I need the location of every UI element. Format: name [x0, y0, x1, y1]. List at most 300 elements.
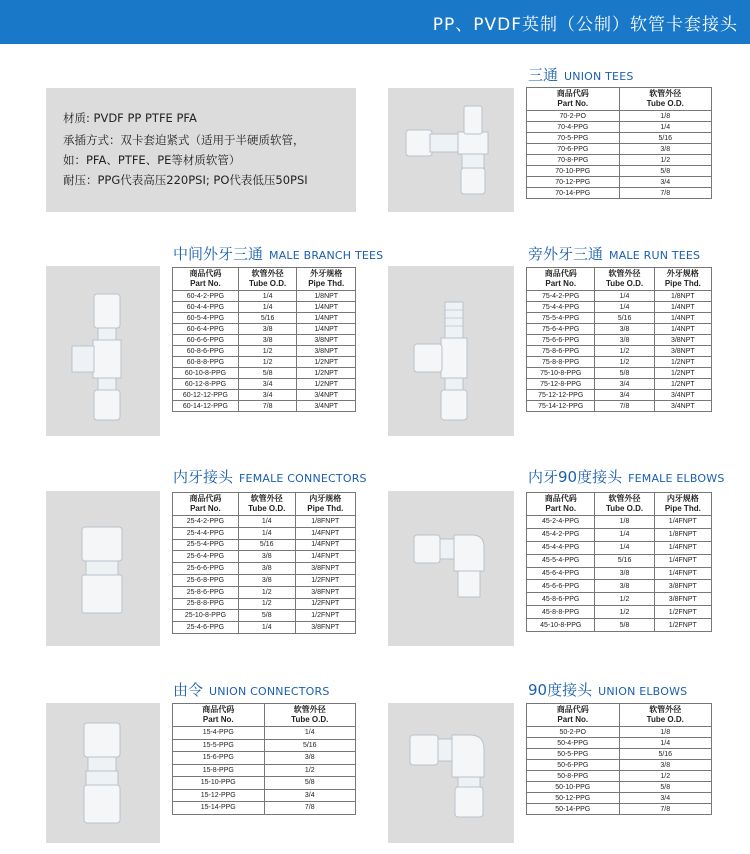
- pipe-thd-cell: 1/2NPT: [654, 379, 711, 390]
- pipe-thd-cell: 1/4NPT: [654, 302, 711, 313]
- pipe-thd-cell: 1/4NPT: [654, 324, 711, 335]
- header-part-en: Part No.: [190, 279, 221, 288]
- table-row: [173, 368, 356, 379]
- table-header-row: [173, 268, 356, 291]
- header-female-zh: 内牙规格: [666, 494, 699, 503]
- pipe-thd-cell: 1/4FNPT: [295, 527, 355, 539]
- male-run-tee-image: [388, 266, 514, 436]
- table-row: [173, 789, 356, 802]
- tube-od-cell: 1/2: [238, 586, 295, 598]
- pipe-thd-cell: 3/8NPT: [297, 335, 356, 346]
- header-part-en: Part No.: [557, 99, 589, 108]
- part-no-cell: 70-6-PPG: [527, 144, 620, 155]
- female-connector-icon: [46, 491, 160, 646]
- header-part-zh: 商品代码: [556, 89, 589, 98]
- tube-od-cell: 5/16: [619, 133, 712, 144]
- union-elbows-title-en: UNION ELBOWS: [598, 685, 688, 698]
- part-no-cell: 60-12-8-PPG: [173, 379, 239, 390]
- col-header-tube-od: [264, 704, 356, 727]
- union-elbows-title: [528, 679, 687, 700]
- part-no-cell: 70-12-PPG: [527, 177, 620, 188]
- male-run-tee-icon: [388, 266, 514, 436]
- pressure-text: 耐压：PPG代表高压220PSI; PO代表低压50PSI: [63, 173, 308, 187]
- header-tube-en: Tube O.D.: [249, 279, 287, 288]
- tube-od-cell: 3/8: [238, 574, 295, 586]
- table-row: [173, 346, 356, 357]
- header-tube-zh: 软管外径: [251, 269, 284, 278]
- table-row: [527, 760, 712, 771]
- table-row: [173, 539, 356, 551]
- table-row: [527, 749, 712, 760]
- table-row: [527, 155, 712, 166]
- part-no-cell: 50-12-PPG: [527, 793, 620, 804]
- col-header-tube-od: [238, 493, 295, 516]
- header-part-zh: 商品代码: [544, 494, 577, 503]
- tube-od-cell: 5/8: [619, 782, 712, 793]
- part-no-cell: 75-6-4-PPG: [527, 324, 595, 335]
- part-no-cell: 15-14-PPG: [173, 802, 265, 815]
- table-row: [527, 390, 712, 401]
- table-header-row: [527, 88, 712, 111]
- tube-od-cell: 7/8: [619, 804, 712, 815]
- pipe-thd-cell: 1/4FNPT: [654, 541, 711, 554]
- part-no-cell: 25-4-4-PPG: [173, 527, 239, 539]
- union-elbows-title-zh: 90度接头: [528, 681, 593, 699]
- pipe-thd-cell: 3/4NPT: [654, 401, 711, 412]
- pipe-thd-cell: 1/2FNPT: [654, 619, 711, 632]
- tube-od-cell: 1/4: [238, 516, 295, 528]
- table-row: [173, 610, 356, 622]
- union-tee-image: [388, 88, 514, 212]
- pipe-thd-cell: 1/8FNPT: [295, 516, 355, 528]
- part-no-cell: 15-6-PPG: [173, 752, 265, 765]
- pipe-thd-cell: 1/4FNPT: [295, 539, 355, 551]
- tube-od-cell: 1/2: [238, 346, 297, 357]
- tube-od-cell: 1/8: [619, 727, 712, 738]
- tube-od-cell: 3/8: [595, 580, 654, 593]
- union-tees-title: [528, 64, 634, 85]
- male-branch-tees-title-en: MALE BRANCH TEES: [269, 249, 384, 262]
- tube-od-cell: 7/8: [595, 401, 654, 412]
- male-branch-tee-icon: [46, 266, 160, 436]
- pipe-thd-cell: 1/4NPT: [297, 324, 356, 335]
- part-no-cell: 50-14-PPG: [527, 804, 620, 815]
- part-no-cell: 75-8-6-PPG: [527, 346, 595, 357]
- table-row: [527, 111, 712, 122]
- header-tube-en: Tube O.D.: [605, 504, 644, 513]
- union-connectors-table: [172, 703, 356, 815]
- part-no-cell: 15-4-PPG: [173, 727, 265, 740]
- tube-od-cell: 3/8: [595, 335, 654, 346]
- header-tube-zh: 软管外径: [649, 89, 682, 98]
- female-elbows-title-zh: 内牙90度接头: [528, 468, 623, 486]
- union-tees-title-en: UNION TEES: [564, 70, 634, 83]
- tube-od-cell: 7/8: [264, 802, 356, 815]
- tube-od-cell: 5/8: [595, 619, 654, 632]
- tube-od-cell: 1/4: [619, 738, 712, 749]
- tube-od-cell: 7/8: [238, 401, 297, 412]
- table-row: [527, 177, 712, 188]
- table-header-row: [173, 704, 356, 727]
- table-row: [173, 324, 356, 335]
- table-row: [173, 379, 356, 390]
- table-row: [173, 739, 356, 752]
- male-run-tees-title-en: MALE RUN TEES: [609, 249, 701, 262]
- pipe-thd-cell: 1/2FNPT: [295, 598, 355, 610]
- tube-od-cell: 1/8: [619, 111, 712, 122]
- tube-od-cell: 1/4: [264, 727, 356, 740]
- table-row: [173, 313, 356, 324]
- tube-od-cell: 3/8: [619, 144, 712, 155]
- header-banner: [0, 0, 750, 44]
- header-female-zh: 内牙规格: [309, 494, 342, 503]
- part-no-cell: 70-4-PPG: [527, 122, 620, 133]
- col-header-tube-od: [238, 268, 297, 291]
- col-header-part-no: [527, 268, 595, 291]
- part-no-cell: 60-4-4-PPG: [173, 302, 239, 313]
- header-part-zh: 商品代码: [556, 705, 589, 714]
- part-no-cell: 50-4-PPG: [527, 738, 620, 749]
- part-no-cell: 75-4-4-PPG: [527, 302, 595, 313]
- female-elbows-title: [528, 466, 725, 487]
- part-no-cell: 25-6-8-PPG: [173, 574, 239, 586]
- union-connectors-title: [173, 679, 330, 700]
- tube-od-cell: 1/4: [238, 291, 297, 302]
- tube-od-cell: 3/8: [238, 335, 297, 346]
- part-no-cell: 50-5-PPG: [527, 749, 620, 760]
- tube-od-cell: 5/8: [264, 777, 356, 790]
- part-no-cell: 45-10-8-PPG: [527, 619, 595, 632]
- female-elbow-icon: [388, 491, 514, 646]
- part-no-cell: 15-12-PPG: [173, 789, 265, 802]
- part-no-cell: 60-8-6-PPG: [173, 346, 239, 357]
- male-run-tees-title: [528, 243, 700, 264]
- table-row: [173, 335, 356, 346]
- material-text: 材质: PVDF PP PTFE PFA: [63, 111, 197, 125]
- header-pipe-en: Pipe Thd.: [308, 279, 345, 288]
- table-row: [527, 528, 712, 541]
- male-branch-tee-image: [46, 266, 160, 436]
- table-row: [527, 335, 712, 346]
- tube-od-cell: 5/16: [264, 739, 356, 752]
- table-row: [527, 188, 712, 199]
- table-row: [173, 401, 356, 412]
- col-header-part-no: [527, 88, 620, 111]
- col-header-tube-od: [595, 268, 654, 291]
- header-part-en: Part No.: [557, 715, 589, 724]
- female-elbows-title-en: FEMALE ELBOWS: [628, 472, 725, 485]
- tube-od-cell: 3/8: [595, 567, 654, 580]
- part-no-cell: 45-5-4-PPG: [527, 554, 595, 567]
- part-no-cell: 25-6-6-PPG: [173, 563, 239, 575]
- table-row: [173, 302, 356, 313]
- part-no-cell: 75-5-4-PPG: [527, 313, 595, 324]
- header-part-zh: 商品代码: [189, 269, 222, 278]
- col-header-tube-od: [595, 493, 654, 516]
- part-no-cell: 60-14-12-PPG: [173, 401, 239, 412]
- table-row: [527, 554, 712, 567]
- table-row: [527, 793, 712, 804]
- col-header-tube-od: [619, 704, 712, 727]
- header-part-zh: 商品代码: [202, 705, 235, 714]
- part-no-cell: 75-12-12-PPG: [527, 390, 595, 401]
- table-row: [527, 379, 712, 390]
- pipe-thd-cell: 3/8NPT: [297, 346, 356, 357]
- union-connector-icon: [46, 703, 160, 843]
- part-no-cell: 60-12-12-PPG: [173, 390, 239, 401]
- table-row: [527, 133, 712, 144]
- table-row: [527, 771, 712, 782]
- male-run-tees-table: [526, 267, 712, 412]
- tube-od-cell: 1/4: [595, 528, 654, 541]
- header-male-zh: 外牙规格: [666, 269, 699, 278]
- tube-od-cell: 1/4: [595, 302, 654, 313]
- pipe-thd-cell: 1/4FNPT: [654, 567, 711, 580]
- tube-od-cell: 3/4: [595, 379, 654, 390]
- tube-od-cell: 3/4: [264, 789, 356, 802]
- header-part-en: Part No.: [545, 279, 577, 288]
- header-tube-en: Tube O.D.: [646, 99, 684, 108]
- part-no-cell: 60-6-6-PPG: [173, 335, 239, 346]
- part-no-cell: 45-6-4-PPG: [527, 567, 595, 580]
- tube-od-cell: 1/2: [264, 764, 356, 777]
- header-part-zh: 商品代码: [544, 269, 577, 278]
- part-no-cell: 25-10-8-PPG: [173, 610, 239, 622]
- table-row: [527, 368, 712, 379]
- col-header-tube-od: [619, 88, 712, 111]
- col-header-part-no: [527, 493, 595, 516]
- tube-od-cell: 5/8: [595, 368, 654, 379]
- union-connectors-title-zh: 由令: [173, 681, 204, 699]
- table-row: [527, 738, 712, 749]
- table-row: [173, 598, 356, 610]
- pipe-thd-cell: 3/4NPT: [297, 390, 356, 401]
- insert-method-text: 承插方式：双卡套迫紧式（适用于半硬质软管，: [63, 133, 305, 147]
- col-header-pipe-thd: [295, 493, 355, 516]
- tube-od-cell: 3/8: [238, 551, 295, 563]
- union-tees-title-zh: 三通: [528, 66, 559, 84]
- tube-od-cell: 5/16: [595, 313, 654, 324]
- table-row: [527, 804, 712, 815]
- col-header-pipe-thd: [297, 268, 356, 291]
- header-part-zh: 商品代码: [189, 494, 222, 503]
- table-row: [173, 586, 356, 598]
- table-row: [173, 516, 356, 528]
- tube-od-cell: 3/8: [619, 760, 712, 771]
- tube-od-cell: 3/4: [595, 390, 654, 401]
- pipe-thd-cell: 3/8FNPT: [295, 586, 355, 598]
- part-no-cell: 50-2-PO: [527, 727, 620, 738]
- part-no-cell: 50-8-PPG: [527, 771, 620, 782]
- male-run-tees-title-zh: 旁外牙三通: [528, 245, 604, 263]
- header-part-en: Part No.: [190, 504, 221, 513]
- part-no-cell: 70-5-PPG: [527, 133, 620, 144]
- table-row: [173, 390, 356, 401]
- male-branch-tees-title: [173, 243, 383, 264]
- pipe-thd-cell: 1/4FNPT: [295, 551, 355, 563]
- part-no-cell: 60-8-8-PPG: [173, 357, 239, 368]
- table-row: [527, 122, 712, 133]
- pipe-thd-cell: 1/2NPT: [297, 379, 356, 390]
- part-no-cell: 25-5-4-PPG: [173, 539, 239, 551]
- header-pipe-en: Pipe Thd.: [664, 279, 701, 288]
- page-title: PP、PVDF英制（公制）软管卡套接头: [432, 15, 738, 35]
- table-row: [527, 727, 712, 738]
- part-no-cell: 45-2-4-PPG: [527, 516, 595, 529]
- header-part-en: Part No.: [202, 715, 234, 724]
- header-tube-zh: 软管外径: [608, 494, 641, 503]
- union-elbow-icon: [388, 703, 514, 843]
- pipe-thd-cell: 1/2FNPT: [295, 574, 355, 586]
- table-header-row: [527, 704, 712, 727]
- table-row: [173, 527, 356, 539]
- tube-od-cell: 3/8: [238, 563, 295, 575]
- part-no-cell: 45-8-8-PPG: [527, 606, 595, 619]
- part-no-cell: 25-8-6-PPG: [173, 586, 239, 598]
- tube-od-cell: 1/2: [595, 606, 654, 619]
- table-row: [173, 563, 356, 575]
- tube-od-cell: 1/2: [619, 771, 712, 782]
- tube-od-cell: 5/16: [619, 749, 712, 760]
- table-row: [527, 144, 712, 155]
- part-no-cell: 70-10-PPG: [527, 166, 620, 177]
- table-row: [527, 324, 712, 335]
- pipe-thd-cell: 1/8NPT: [297, 291, 356, 302]
- part-no-cell: 75-8-8-PPG: [527, 357, 595, 368]
- table-row: [527, 166, 712, 177]
- part-no-cell: 15-10-PPG: [173, 777, 265, 790]
- table-row: [173, 727, 356, 740]
- table-row: [527, 541, 712, 554]
- tube-od-cell: 3/4: [619, 793, 712, 804]
- female-connector-image: [46, 491, 160, 646]
- table-row: [527, 401, 712, 412]
- tube-od-cell: 5/8: [238, 610, 295, 622]
- part-no-cell: 45-4-4-PPG: [527, 541, 595, 554]
- material-info-panel: [46, 88, 356, 212]
- part-no-cell: 60-10-8-PPG: [173, 368, 239, 379]
- col-header-part-no: [173, 268, 239, 291]
- table-row: [173, 622, 356, 634]
- pipe-thd-cell: 1/4NPT: [297, 313, 356, 324]
- tube-od-cell: 1/4: [238, 527, 295, 539]
- pipe-thd-cell: 1/8FNPT: [654, 528, 711, 541]
- tube-od-cell: 1/4: [619, 122, 712, 133]
- pipe-thd-cell: 3/8FNPT: [654, 580, 711, 593]
- part-no-cell: 25-4-2-PPG: [173, 516, 239, 528]
- header-part-en: Part No.: [545, 504, 577, 513]
- tube-od-cell: 1/8: [595, 516, 654, 529]
- table-row: [527, 580, 712, 593]
- part-no-cell: 50-10-PPG: [527, 782, 620, 793]
- female-elbows-table: [526, 492, 712, 632]
- part-no-cell: 70-14-PPG: [527, 188, 620, 199]
- header-tube-en: Tube O.D.: [605, 279, 644, 288]
- union-connectors-title-en: UNION CONNECTORS: [209, 685, 330, 698]
- union-elbows-table: [526, 703, 712, 815]
- col-header-pipe-thd: [654, 268, 711, 291]
- union-connector-image: [46, 703, 160, 843]
- female-elbow-image: [388, 491, 514, 646]
- pipe-thd-cell: 3/8NPT: [654, 346, 711, 357]
- table-row: [173, 551, 356, 563]
- tube-od-cell: 1/2: [595, 357, 654, 368]
- female-connectors-title-en: FEMALE CONNECTORS: [239, 472, 367, 485]
- part-no-cell: 60-5-4-PPG: [173, 313, 239, 324]
- pipe-thd-cell: 3/8FNPT: [295, 563, 355, 575]
- pipe-thd-cell: 3/4NPT: [654, 390, 711, 401]
- table-row: [527, 313, 712, 324]
- tube-od-cell: 3/4: [619, 177, 712, 188]
- part-no-cell: 45-4-2-PPG: [527, 528, 595, 541]
- table-header-row: [527, 268, 712, 291]
- col-header-part-no: [173, 493, 239, 516]
- tube-od-cell: 1/2: [595, 346, 654, 357]
- tube-od-cell: 3/4: [238, 390, 297, 401]
- union-elbow-image: [388, 703, 514, 843]
- pipe-thd-cell: 1/2NPT: [654, 368, 711, 379]
- table-row: [527, 291, 712, 302]
- table-row: [527, 619, 712, 632]
- table-row: [527, 346, 712, 357]
- male-branch-tees-table: [172, 267, 356, 412]
- tube-od-cell: 5/16: [238, 539, 295, 551]
- pipe-thd-cell: 3/8FNPT: [654, 593, 711, 606]
- part-no-cell: 25-6-4-PPG: [173, 551, 239, 563]
- part-no-cell: 70-8-PPG: [527, 155, 620, 166]
- part-no-cell: 15-5-PPG: [173, 739, 265, 752]
- part-no-cell: 45-8-6-PPG: [527, 593, 595, 606]
- part-no-cell: 75-6-6-PPG: [527, 335, 595, 346]
- pipe-thd-cell: 1/8NPT: [654, 291, 711, 302]
- header-pipe-en: Pipe Thd.: [664, 504, 701, 513]
- tube-od-cell: 5/16: [238, 313, 297, 324]
- header-tube-zh: 软管外径: [608, 269, 641, 278]
- pipe-thd-cell: 3/4NPT: [297, 401, 356, 412]
- pipe-thd-cell: 1/2FNPT: [295, 610, 355, 622]
- tube-od-cell: 7/8: [619, 188, 712, 199]
- table-header-row: [173, 493, 356, 516]
- part-no-cell: 60-6-4-PPG: [173, 324, 239, 335]
- header-tube-en: Tube O.D.: [291, 715, 329, 724]
- male-branch-tees-title-zh: 中间外牙三通: [173, 245, 264, 263]
- table-row: [173, 574, 356, 586]
- insert-method-cont-text: 如：PFA、PTFE、PE等材质软管）: [63, 153, 241, 167]
- table-row: [527, 782, 712, 793]
- tube-od-cell: 1/4: [595, 291, 654, 302]
- pipe-thd-cell: 1/4FNPT: [654, 554, 711, 567]
- pipe-thd-cell: 1/4NPT: [297, 302, 356, 313]
- header-tube-en: Tube O.D.: [646, 715, 684, 724]
- table-row: [173, 764, 356, 777]
- pipe-thd-cell: 1/2NPT: [297, 357, 356, 368]
- union-tee-icon: [388, 88, 514, 212]
- part-no-cell: 50-6-PPG: [527, 760, 620, 771]
- table-row: [527, 593, 712, 606]
- table-row: [173, 802, 356, 815]
- pipe-thd-cell: 1/2FNPT: [654, 606, 711, 619]
- col-header-pipe-thd: [654, 493, 711, 516]
- tube-od-cell: 3/4: [238, 379, 297, 390]
- col-header-part-no: [527, 704, 620, 727]
- header-pipe-en: Pipe Thd.: [307, 504, 344, 513]
- part-no-cell: 75-10-8-PPG: [527, 368, 595, 379]
- pipe-thd-cell: 1/4FNPT: [654, 516, 711, 529]
- part-no-cell: 25-4-6-PPG: [173, 622, 239, 634]
- part-no-cell: 25-8-8-PPG: [173, 598, 239, 610]
- part-no-cell: 60-4-2-PPG: [173, 291, 239, 302]
- table-row: [527, 357, 712, 368]
